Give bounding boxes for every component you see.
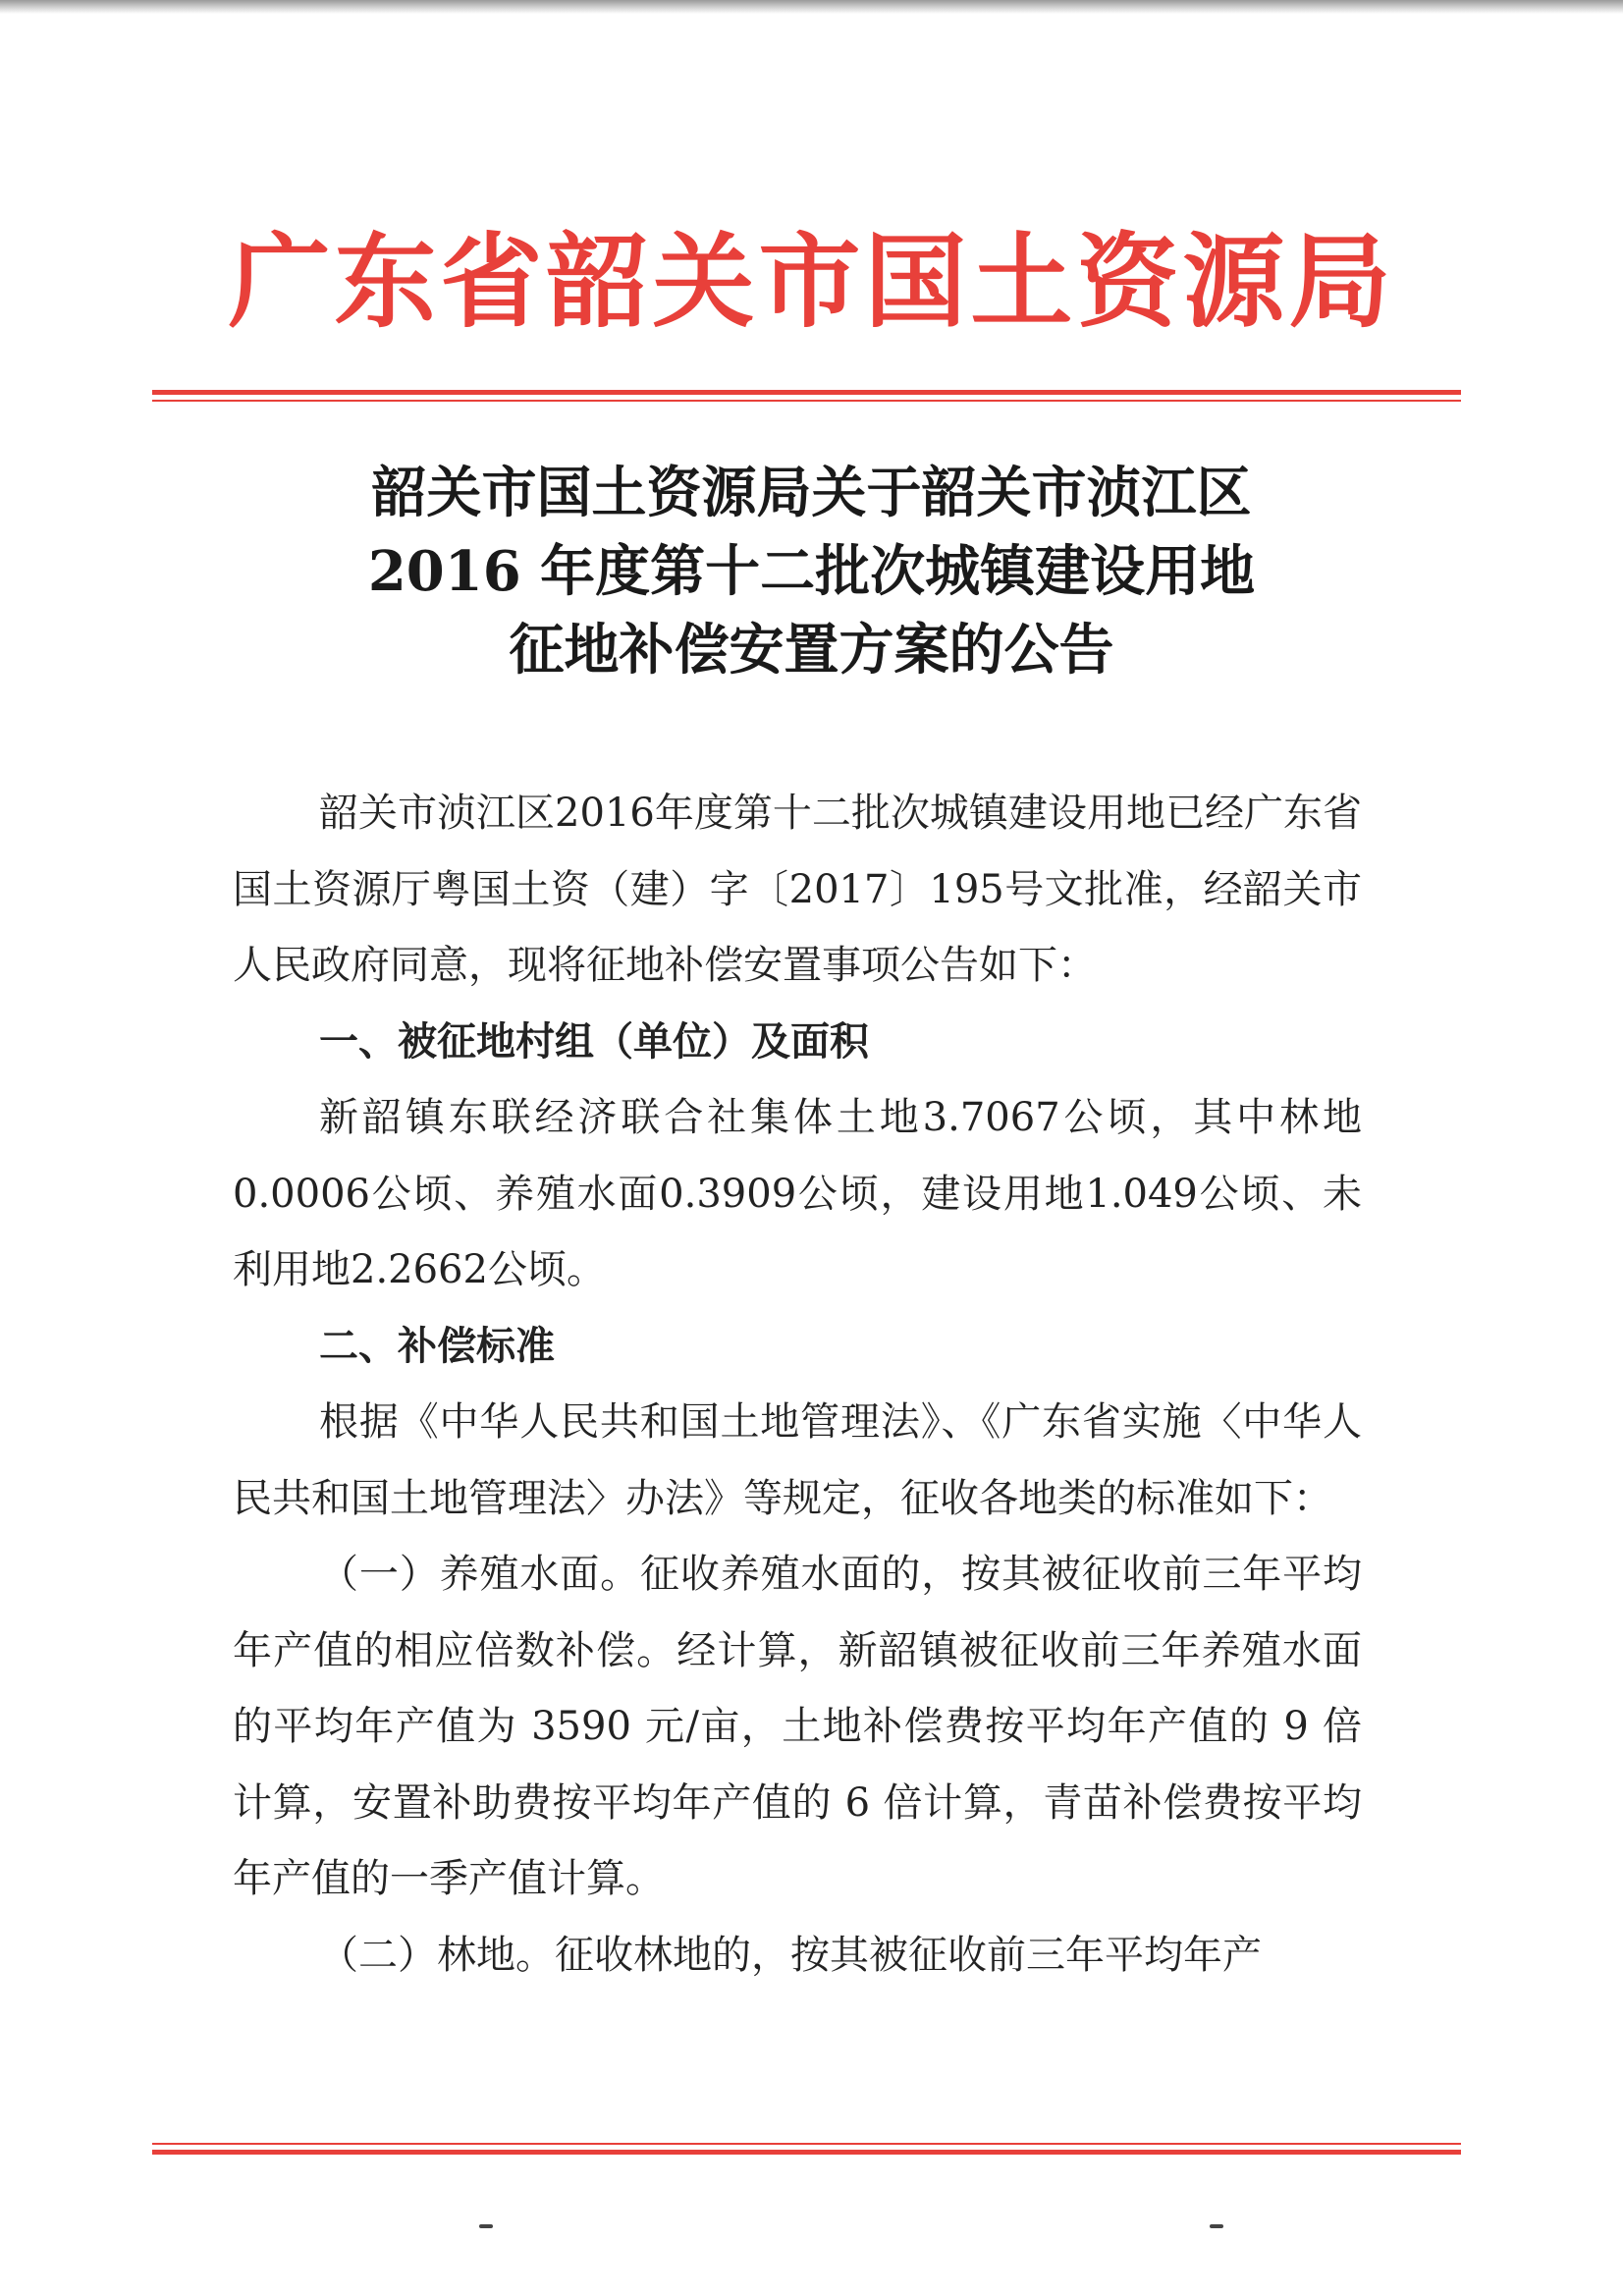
document-body — [233, 776, 1362, 1994]
title-line-3: 征地补偿安置方案的公告 — [509, 618, 1114, 683]
section-2-heading: 二、补偿标准 — [319, 1323, 555, 1369]
letterhead-org-name: 广东省韶关市国土资源局 — [228, 221, 1395, 342]
title-line-1: 韶关市国土资源局关于韶关市浈江区 — [371, 461, 1252, 525]
item-2-paragraph: （二）林地。征收林地的，按其被征收前三年平均年产 — [319, 1932, 1262, 1978]
footer-mark-left — [479, 2224, 493, 2228]
section-1-paragraph: 新韶镇东联经济联合社集体土地3.7067公顷，其中林地0.0006公顷、养殖水面0.3909公顷，建设用地1.049公顷、未利用地2.2662公顷。 — [233, 1095, 1362, 1292]
title-line-2: 2016 年度第十二批次城镇建设用地 — [367, 539, 1256, 604]
footer-rule-thin — [152, 2143, 1461, 2145]
section-2-paragraph: 根据《中华人民共和国土地管理法》、《广东省实施〈中华人民共和国土地管理法〉办法》等规定，征收各地类的标准如下： — [233, 1399, 1362, 1521]
section-1-heading: 一、被征地村组（单位）及面积 — [319, 1018, 869, 1065]
intro-paragraph: 韶关市浈江区2016年度第十二批次城镇建设用地已经广东省国土资源厅粤国土资（建）字〔2017〕195号文批准，经韶关市人民政府同意，现将征地补偿安置事项公告如下： — [233, 791, 1362, 988]
scan-top-edge — [0, 0, 1623, 14]
footer-mark-right — [1210, 2224, 1223, 2228]
item-1-paragraph: （一）养殖水面。征收养殖水面的，按其被征收前三年平均年产值的相应倍数补偿。经计算，新韶镇被征收前三年养殖水面的平均年产值为 3590 元/亩，土地补偿费按平均年产值的 9 倍计算，安置补助费按平均年产值的 6 倍计算，青苗补偿费按平均年产值的一季产值计算。 — [233, 1552, 1362, 1901]
document-title — [147, 454, 1476, 689]
letterhead-rule-thin — [152, 400, 1461, 402]
footer-rule-thick — [152, 2150, 1461, 2155]
letterhead-rule-thick — [152, 390, 1461, 395]
